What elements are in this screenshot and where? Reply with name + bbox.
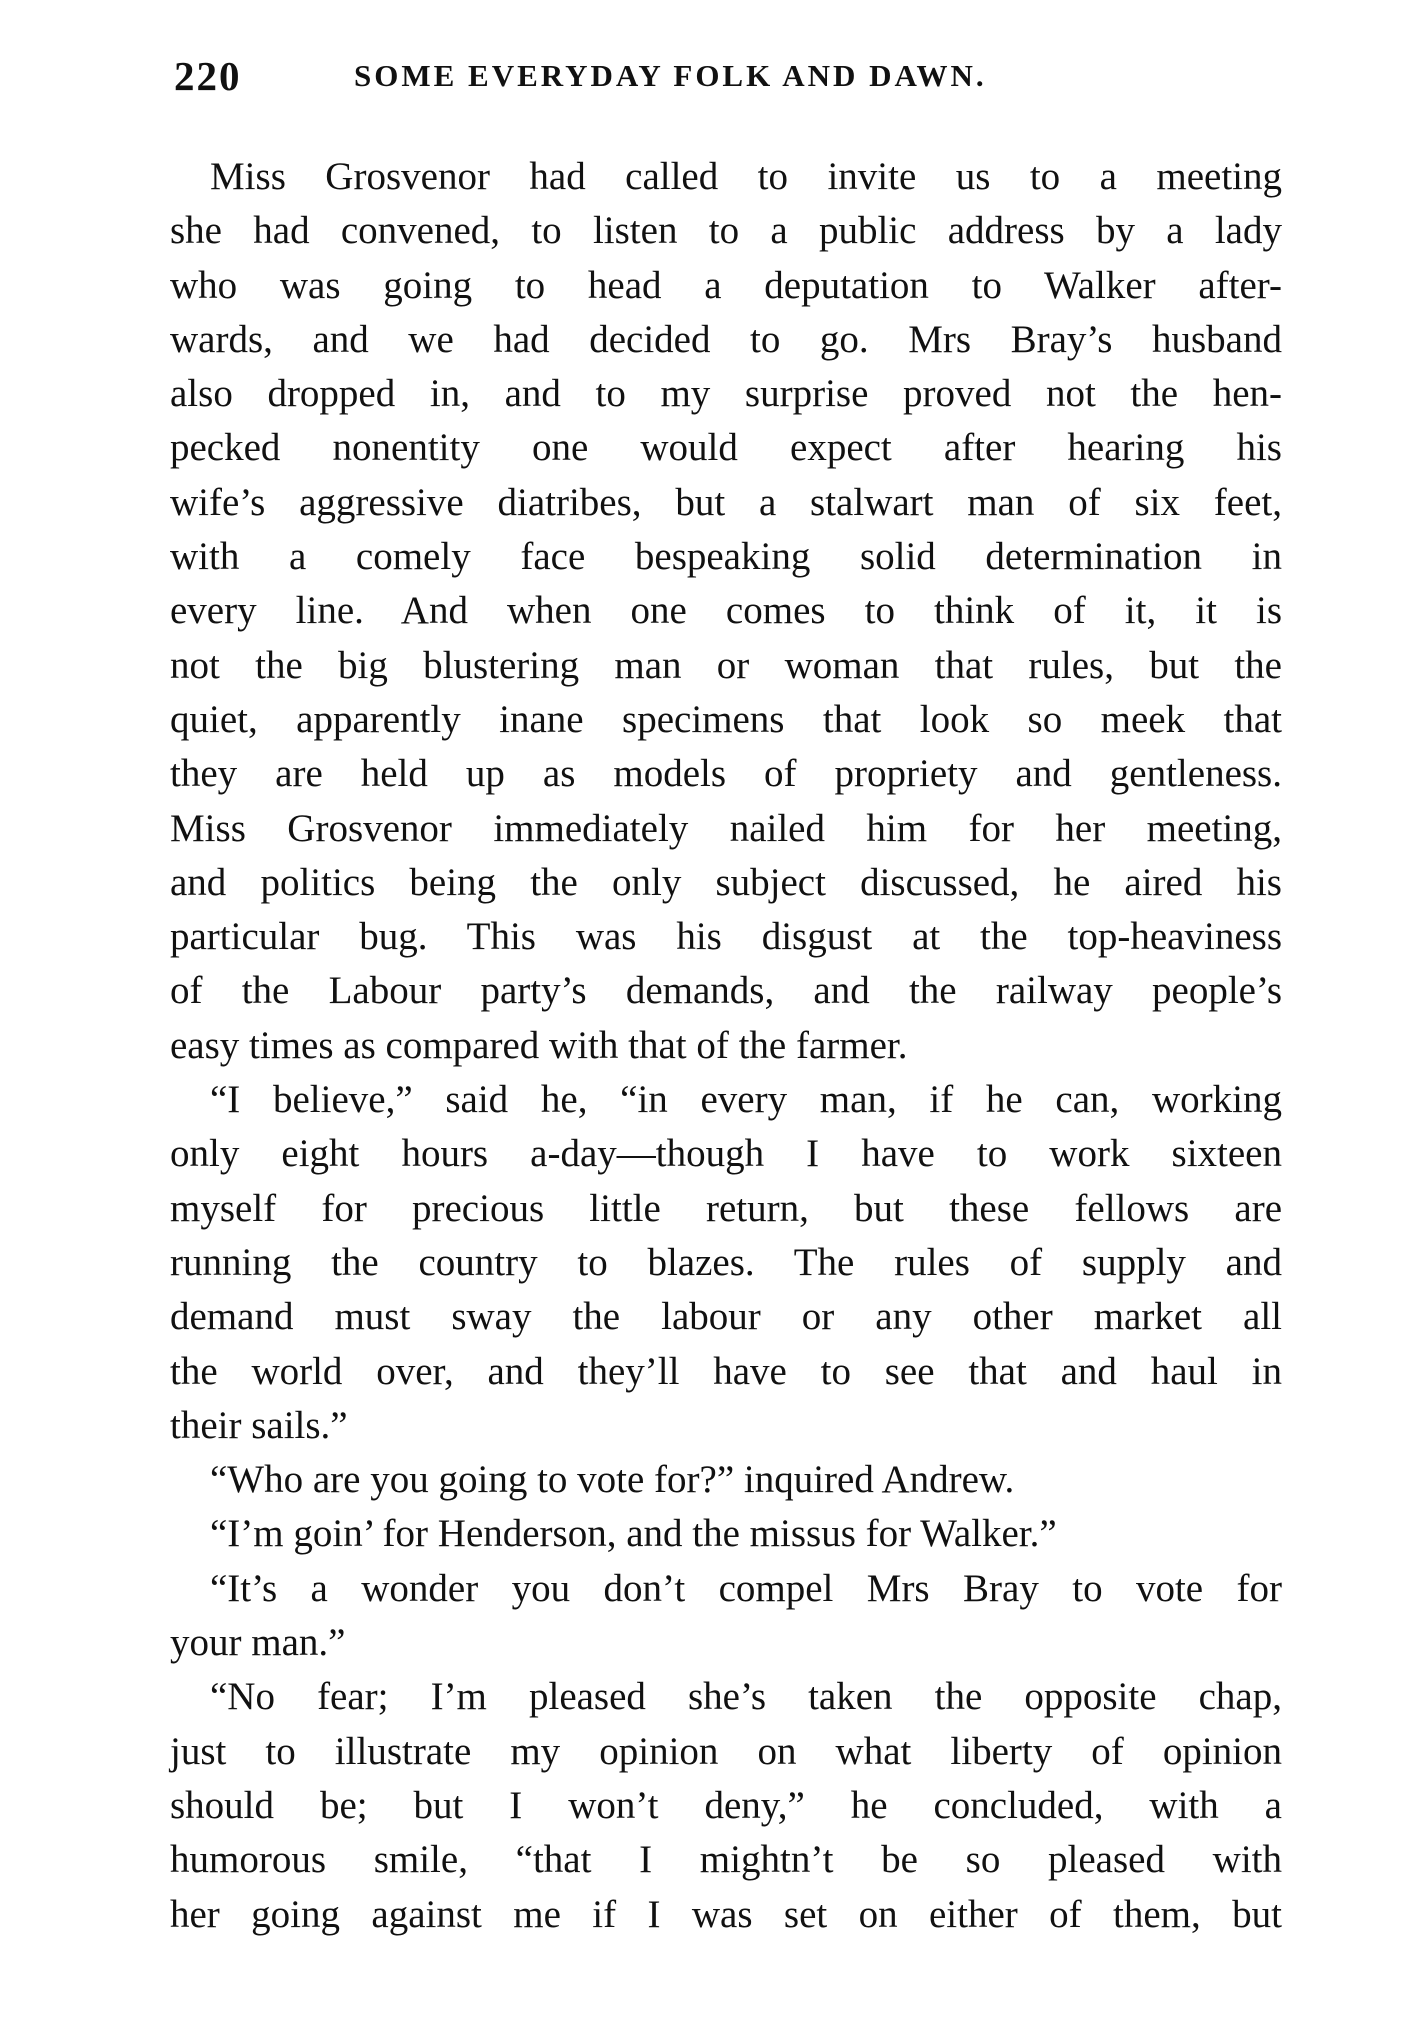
- text-line: with a comely face bespeaking solid determination in: [170, 535, 1282, 579]
- text-line: myself for precious little return, but these fellows are: [170, 1186, 1282, 1230]
- text-line: “No fear; I’m pleased she’s taken the opposite chap,: [210, 1675, 1282, 1719]
- text-line: every line. And when one comes to think of it, it is: [170, 589, 1282, 633]
- running-title: SOME EVERYDAY FOLK AND DAWN.: [354, 58, 987, 93]
- text-line: just to illustrate my opinion on what liberty of opinion: [170, 1729, 1282, 1773]
- text-line: wife’s aggressive diatribes, but a stalwart man of six feet,: [170, 480, 1282, 524]
- page-number: 220: [174, 53, 242, 99]
- text-line: they are held up as models of propriety and gentleness.: [170, 752, 1282, 796]
- text-line: particular bug. This was his disgust at the top-heaviness: [170, 915, 1282, 959]
- running-head: [174, 52, 1280, 102]
- text-line: and politics being the only subject discussed, he aired his: [170, 860, 1282, 904]
- text-line: only eight hours a-day—though I have to work sixteen: [170, 1132, 1282, 1176]
- text-line: “I’m goin’ for Henderson, and the missus for Walker.”: [210, 1512, 1057, 1556]
- text-line: Miss Grosvenor immediately nailed him for her meeting,: [170, 806, 1282, 850]
- text-line: “Who are you going to vote for?” inquired Andrew.: [210, 1458, 1015, 1502]
- text-line: your man.”: [170, 1621, 346, 1665]
- text-line: humorous smile, “that I mightn’t be so pleased with: [170, 1838, 1282, 1882]
- text-line: her going against me if I was set on either of them, but: [170, 1892, 1282, 1936]
- text-line: also dropped in, and to my surprise proved not the hen-: [170, 372, 1282, 416]
- text-line: the world over, and they’ll have to see that and haul in: [170, 1349, 1282, 1393]
- text-line: not the big blustering man or woman that rules, but the: [170, 643, 1282, 687]
- text-line: easy times as compared with that of the farmer.: [170, 1023, 908, 1067]
- text-line: of the Labour party’s demands, and the railway people’s: [170, 969, 1282, 1013]
- text-line: “It’s a wonder you don’t compel Mrs Bray to vote for: [210, 1566, 1282, 1610]
- text-line: demand must sway the labour or any other market all: [170, 1295, 1282, 1339]
- text-line: their sails.”: [170, 1403, 348, 1447]
- text-line: running the country to blazes. The rules of supply and: [170, 1240, 1282, 1284]
- text-line: “I believe,” said he, “in every man, if he can, working: [210, 1078, 1282, 1122]
- body-text: [170, 150, 1282, 1942]
- text-line: quiet, apparently inane specimens that look so meek that: [170, 697, 1282, 741]
- text-line: she had convened, to listen to a public address by a lady: [170, 209, 1282, 253]
- text-line: should be; but I won’t deny,” he concluded, with a: [170, 1783, 1282, 1827]
- text-line: wards, and we had decided to go. Mrs Bray’s husband: [170, 317, 1282, 361]
- text-line: who was going to head a deputation to Walker after-: [170, 263, 1282, 307]
- text-line: Miss Grosvenor had called to invite us to a meeting: [210, 155, 1282, 198]
- text-line: pecked nonentity one would expect after hearing his: [170, 426, 1282, 470]
